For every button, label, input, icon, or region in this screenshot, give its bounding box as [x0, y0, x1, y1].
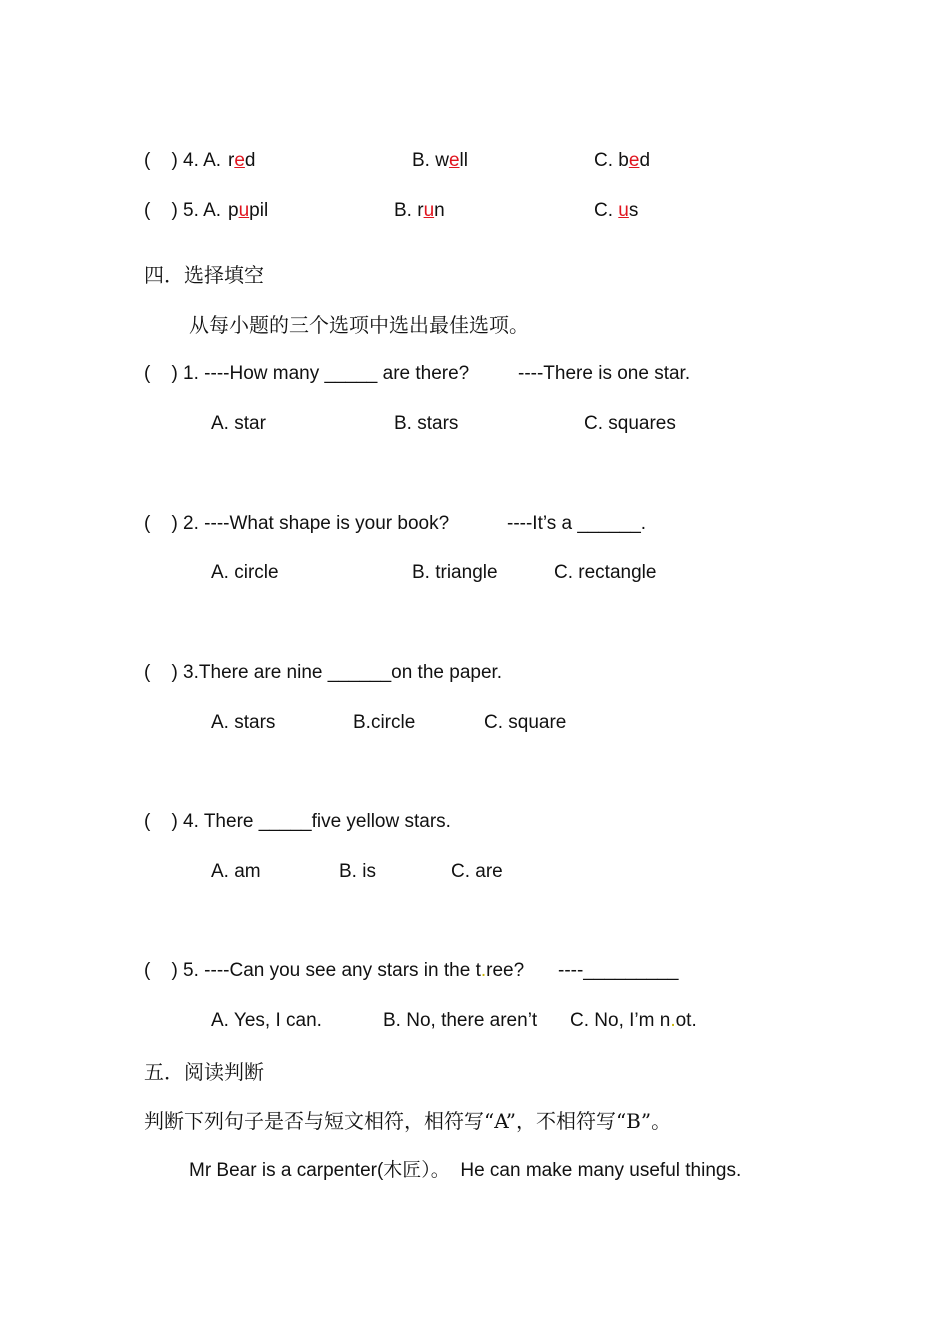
q3-stem: ( ) 3.There are nine ______on the paper.	[144, 662, 503, 683]
section5-instruction: 判断下列句子是否与短文相符，相符写“A”，不相符写“B”。	[144, 1109, 672, 1133]
phonics-q4-option-a	[228, 149, 255, 173]
option-text: r	[228, 150, 235, 171]
q5-reply: ----_________	[558, 960, 679, 981]
option-text: d	[639, 150, 651, 171]
option-text: C. No, I’m n	[570, 1010, 671, 1031]
option-text: ll	[459, 150, 468, 171]
q3-option-a: A. stars	[211, 712, 276, 733]
q1-reply: ----There is one star.	[518, 363, 691, 384]
q1-option-c: C. squares	[584, 413, 676, 434]
highlight-letter: u	[423, 200, 435, 221]
q4-option-c: C. are	[451, 861, 503, 882]
q5-option-b: B. No, there aren’t	[383, 1010, 538, 1031]
phonics-q4-label: ( ) 4. A.	[144, 150, 227, 171]
q1-option-a: A. star	[211, 413, 266, 434]
section5-passage: Mr Bear is a carpenter(木匠）。 He can make many useful things.	[189, 1160, 742, 1181]
option-text: C.	[594, 200, 619, 221]
option-text: s	[628, 200, 639, 221]
phonics-q4-option-c	[594, 149, 650, 173]
option-text: n	[434, 200, 445, 221]
section4-instruction: 从每小题的三个选项中选出最佳选项。	[189, 313, 529, 337]
option-text: pil	[249, 200, 269, 221]
q1-stem: ( ) 1. ----How many _____ are there?	[144, 363, 470, 384]
stray-dot: .	[670, 1010, 676, 1031]
option-text: p	[228, 200, 239, 221]
phonics-q5-label: ( ) 5. A.	[144, 200, 227, 221]
highlight-letter: e	[234, 150, 245, 171]
option-text: d	[244, 150, 256, 171]
q5-stem	[144, 959, 524, 983]
phonics-q4-option-b	[412, 149, 468, 173]
phonics-q5-option-b	[394, 199, 445, 223]
section5-title: 五．阅读判断	[144, 1060, 264, 1084]
q4-option-a: A. am	[211, 861, 261, 882]
option-text: B. w	[412, 150, 449, 171]
q3-option-b: B.circle	[353, 712, 416, 733]
q3-option-c: C. square	[484, 712, 567, 733]
phonics-q5-option-a	[228, 199, 268, 223]
highlight-letter: u	[238, 200, 250, 221]
highlight-letter: u	[618, 200, 629, 221]
q5-option-a: A. Yes, I can.	[211, 1010, 322, 1031]
q4-option-b: B. is	[339, 861, 376, 882]
option-text: C. b	[594, 150, 629, 171]
q4-stem: ( ) 4. There _____five yellow stars.	[144, 811, 451, 832]
q2-option-a: A. circle	[211, 562, 279, 583]
section4-title: 四．选择填空	[144, 263, 264, 287]
q2-option-b: B. triangle	[412, 562, 498, 583]
option-text: B. r	[394, 200, 424, 221]
highlight-letter: e	[628, 150, 640, 171]
stray-dot: .	[480, 960, 487, 981]
highlight-letter: e	[448, 150, 460, 171]
q1-option-b: B. stars	[394, 413, 459, 434]
q2-stem: ( ) 2. ----What shape is your book?	[144, 513, 450, 534]
phonics-q5-option-c	[594, 199, 638, 223]
stem-text: ( ) 5. ----Can you see any stars in the t	[144, 960, 481, 981]
stem-text: ree?	[486, 960, 525, 981]
q5-option-c	[570, 1009, 697, 1033]
option-text: ot.	[675, 1010, 697, 1031]
q2-reply: ----It’s a ______.	[507, 513, 647, 534]
q2-option-c: C. rectangle	[554, 562, 657, 583]
